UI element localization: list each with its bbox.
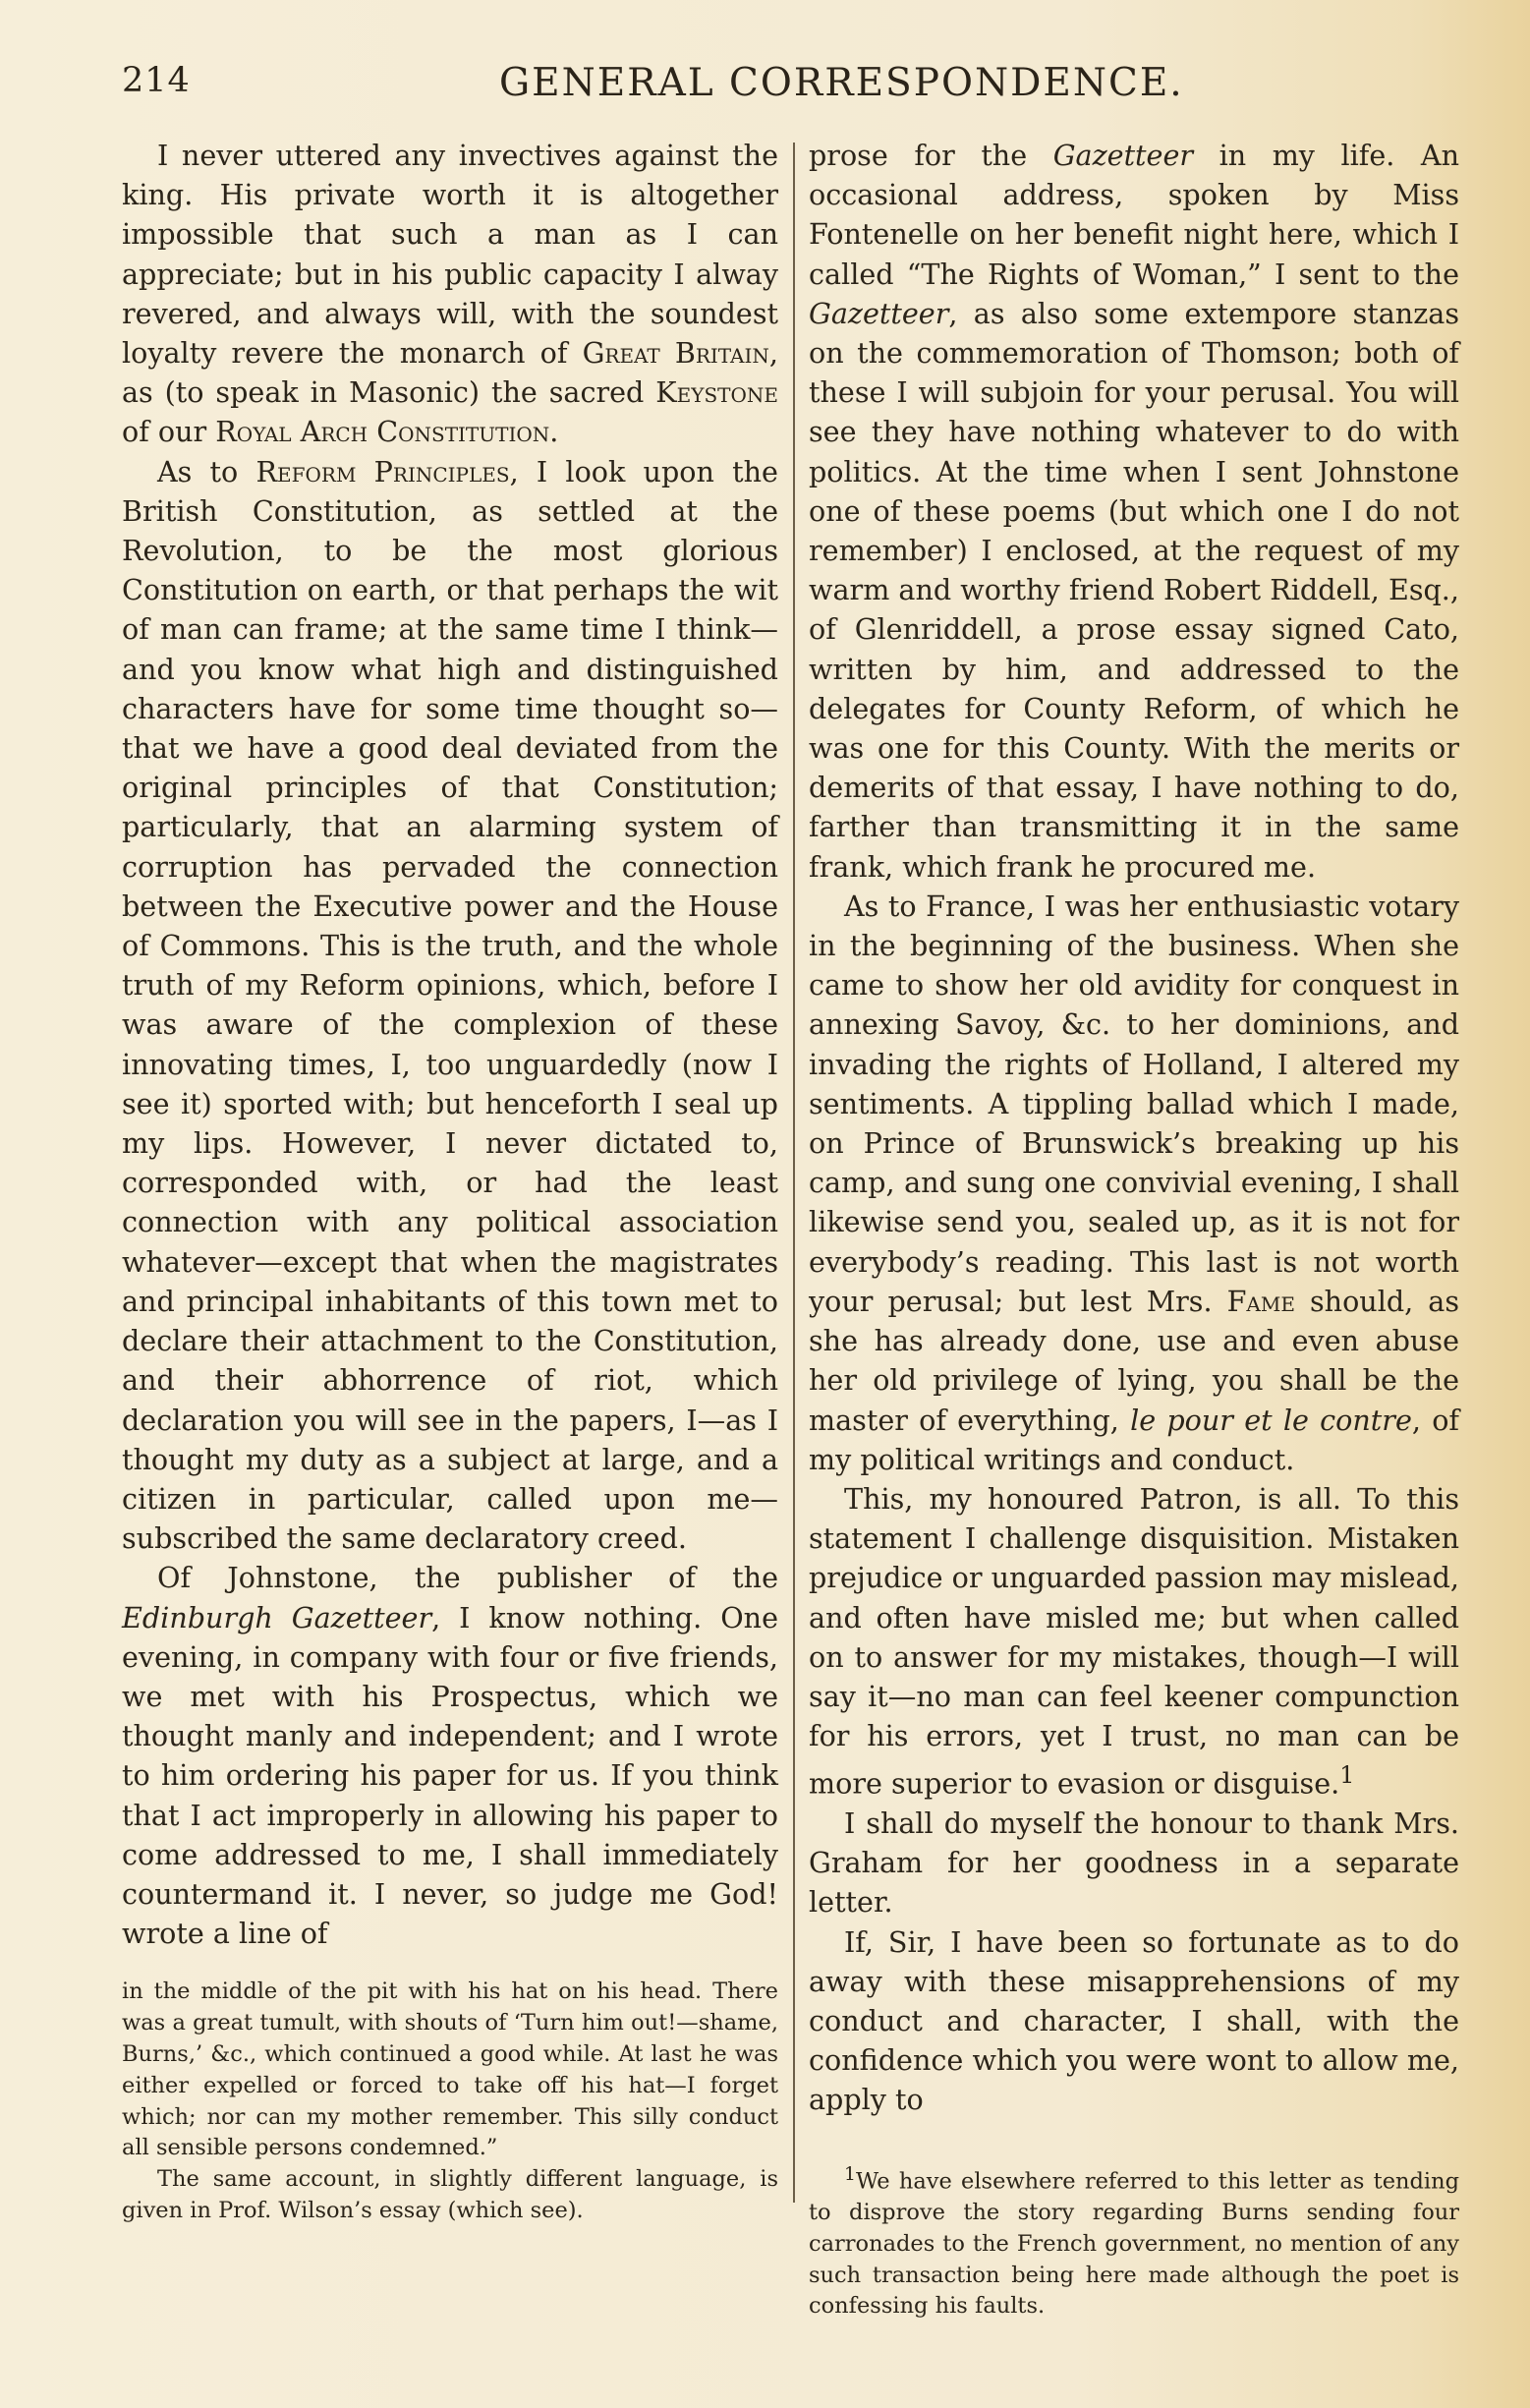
- left-notes: [122, 1977, 778, 2226]
- left-column: [122, 136, 778, 2227]
- column-divider: [793, 143, 795, 2203]
- keystone-smallcaps: Keystone: [655, 375, 778, 410]
- edinburgh-gazetteer-italic: Edinburgh Gazetteer: [122, 1600, 432, 1634]
- right-body-text: [809, 136, 1459, 2120]
- right-column: [809, 136, 1459, 2322]
- paragraph-reform: As to Reform Principles, I look upon the British Constitution, as settled at the Revolution, to be the most glorious Constitution on earth, or that perhaps the wit of man can frame; at the same time I think—and you know what high and distinguished characters have for some time thought so—that we have a good deal deviated from the original principles of that Constitution; particularly, that an alarming system of corruption has pervaded the connection between the Executive power and the House of Commons. This is the truth, and the whole truth of my Reform opinions, which, before I was aware of the complexion of these innovating times, I, too unguardedly (now I see it) sported with; but henceforth I seal up my lips. However, I never dictated to, corresponded with, or had the least connection with any political association whatever—except that when the magistrates and principal inhabitants of this town met to declare their attachment to the Constitution, and their abhorrence of riot, which declaration you will see in the papers, I—as I thought my duty as a subject at large, and a citizen in particular, called upon me—subscribed the same declaratory creed.: [122, 454, 778, 1556]
- paragraph-closing: If, Sir, I have been so fortunate as to do away with these misapprehensions of my conduct and character, I shall, with the confidence which you were wont to allow me, apply to: [809, 1924, 1459, 2117]
- footnote-mark: 1: [844, 2163, 856, 2185]
- paragraph-king: I never uttered any invectives against the king. His private worth it is altogether impossible that such a man as I can appreciate; but in his public capacity I alway revered, and always will, with the soundest loyalty revere the monarch of Great Britain, as (to speak in Masonic) the sacred Keystone of our Royal Arch Constitution.: [122, 139, 778, 449]
- paragraph-patron: This, my honoured Patron, is all. To this statement I challenge disquisition. Mistaken prejudice or unguarded passion may mislead, and often have misled me; but when called on to answer for my mistakes, though—I will say it—no man can feel keener compunction for his errors, yet I trust, no man can be more superior to evasion or disguise.$^1$: [809, 1481, 1459, 1801]
- gazetteer-italic: Gazetteer: [1052, 139, 1194, 172]
- great-britain-smallcaps: Great Britain: [582, 336, 769, 371]
- paragraph-mrs-graham: I shall do myself the honour to thank Mrs. Graham for her goodness in a separate letter.: [809, 1806, 1459, 1920]
- reform-principles-smallcaps: Reform Principles: [255, 454, 510, 488]
- page-number: 214: [122, 61, 191, 100]
- paragraph-france: As to France, I was her enthusiastic votary in the beginning of the business. When she came to show her old avidity for conquest in annexing Savoy, &c. to her dominions, and invading the rights of Holland, I altered my sentiments. A tippling ballad which I made, on Prince of Brunswick’s breaking up his camp, and sung one convivial evening, I shall likewise send you, sealed up, as it is not for everybody’s reading. This last is not worth your perusal; but lest Mrs. Fame should, as she has already done, use and even abuse her old privilege of lying, you shall be the master of everything, le pour et le contre, of my political writings and conduct.: [809, 889, 1459, 1476]
- fame-smallcaps: Fame: [1226, 1284, 1295, 1318]
- footnote-reference: 1: [1339, 1761, 1355, 1790]
- note-continuation: in the middle of the pit with his hat on his head. There was a great tumult, with shouts of ‘Turn him out!—shame, Burns,’ &c., which continued a good while. At last he was either expelled or forced to take off his hat—I forget which; nor can my mother remember. This silly conduct all sensible persons condemned.”: [122, 1978, 778, 2161]
- left-body-text: [122, 136, 778, 1953]
- note-wilson: The same account, in slightly different language, is given in Prof. Wilson’s essay (which see).: [122, 2166, 778, 2223]
- right-footnote: [809, 2159, 1459, 2322]
- gazetteer-italic-2: Gazetteer: [809, 296, 949, 330]
- page-header: [0, 61, 1530, 110]
- running-title: GENERAL CORRESPONDENCE.: [499, 61, 1184, 105]
- paragraph-prose: prose for the Gazetteer in my life. An occasional address, spoken by Miss Fontenelle on her benefit night here, which I called “The Rights of Woman,” I sent to the Gazetteer, as also some extempore stanzas on the commemoration of Thomson; both of these I will subjoin for your perusal. You will see they have nothing whatever to do with politics. At the time when I sent Johnstone one of these poems (but which one I do not remember) I enclosed, at the request of my warm and worthy friend Robert Riddell, Esq., of Glenriddell, a prose essay signed Cato, written by him, and addressed to the delegates for County Reform, of which he was one for this County. With the merits or demerits of that essay, I have nothing to do, farther than transmitting it in the same frank, which frank he procured me.: [809, 139, 1459, 884]
- paragraph-johnstone: Of Johnstone, the publisher of the Edinburgh Gazetteer, I know nothing. One evening, in company with four or five friends, we met with his Prospectus, which we thought manly and independent; and I wrote to him ordering his paper for us. If you think that I act improperly in allowing his paper to come addressed to me, I shall immediately countermand it. I never, so judge me God! wrote a line of: [122, 1561, 778, 1951]
- footnote-text: $^1$We have elsewhere referred to this letter as tending to disprove the story regarding Burns sending four carronades to the French government, no mention of any such transaction being here made although the poet is confessing his faults.: [809, 2163, 1459, 2320]
- royal-arch-smallcaps: Royal Arch Constitution: [215, 415, 550, 449]
- le-pour-et-le-contre-italic: le pour et le contre: [1130, 1403, 1412, 1437]
